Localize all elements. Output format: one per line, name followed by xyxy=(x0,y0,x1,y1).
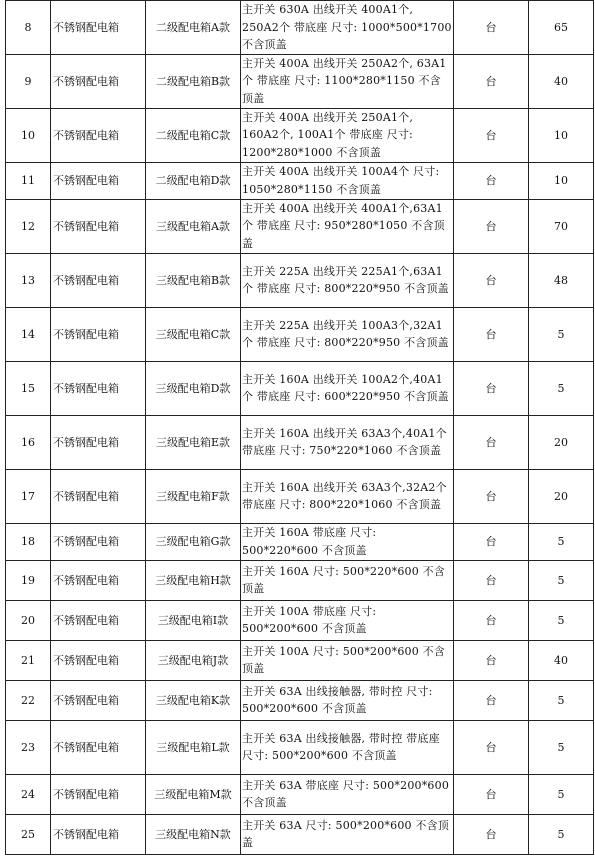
spec-table xyxy=(5,0,594,855)
unit: 台 xyxy=(454,560,529,600)
product-name: 不锈钢配电箱 xyxy=(51,560,146,600)
model-name: 三级配电箱M款 xyxy=(146,774,241,814)
table-row xyxy=(6,162,594,199)
product-name: 不锈钢配电箱 xyxy=(51,523,146,560)
model-name: 三级配电箱B款 xyxy=(146,253,241,307)
product-name: 不锈钢配电箱 xyxy=(51,600,146,640)
spec-text: 主开关 225A 出线开关 225A1个,63A1个 带底座 尺寸: 800*220*950 不含顶盖 xyxy=(241,253,454,307)
quantity: 10 xyxy=(529,108,594,162)
product-name: 不锈钢配电箱 xyxy=(51,720,146,774)
unit: 台 xyxy=(454,162,529,199)
table-row xyxy=(6,253,594,307)
unit: 台 xyxy=(454,54,529,108)
spec-text: 主开关 160A 出线开关 63A3个,32A2个 带底座 尺寸: 800*220*1060 不含顶盖 xyxy=(241,469,454,523)
unit: 台 xyxy=(454,774,529,814)
quantity: 5 xyxy=(529,523,594,560)
model-name: 三级配电箱H款 xyxy=(146,560,241,600)
quantity: 5 xyxy=(529,361,594,415)
spec-text: 主开关 63A 带底座 尺寸: 500*200*600 不含顶盖 xyxy=(241,774,454,814)
spec-text: 主开关 100A 带底座 尺寸: 500*200*600 不含顶盖 xyxy=(241,600,454,640)
spec-text: 主开关 225A 出线开关 100A3个,32A1个 带底座 尺寸: 800*220*950 不含顶盖 xyxy=(241,307,454,361)
row-number: 9 xyxy=(6,54,51,108)
model-name: 三级配电箱J款 xyxy=(146,640,241,680)
row-number: 21 xyxy=(6,640,51,680)
row-number: 11 xyxy=(6,162,51,199)
product-name: 不锈钢配电箱 xyxy=(51,680,146,720)
quantity: 20 xyxy=(529,469,594,523)
unit: 台 xyxy=(454,253,529,307)
unit: 台 xyxy=(454,680,529,720)
table-row xyxy=(6,774,594,814)
product-name: 不锈钢配电箱 xyxy=(51,199,146,253)
spec-text: 主开关 160A 尺寸: 500*220*600 不含顶盖 xyxy=(241,560,454,600)
product-name: 不锈钢配电箱 xyxy=(51,54,146,108)
product-name: 不锈钢配电箱 xyxy=(51,774,146,814)
model-name: 三级配电箱L款 xyxy=(146,720,241,774)
unit: 台 xyxy=(454,523,529,560)
table-row xyxy=(6,415,594,469)
spec-text: 主开关 160A 出线开关 100A2个,40A1个 带底座 尺寸: 600*220*950 不含顶盖 xyxy=(241,361,454,415)
quantity: 65 xyxy=(529,1,594,55)
table-row xyxy=(6,469,594,523)
unit: 台 xyxy=(454,307,529,361)
product-name: 不锈钢配电箱 xyxy=(51,469,146,523)
quantity: 10 xyxy=(529,162,594,199)
table-row xyxy=(6,600,594,640)
row-number: 17 xyxy=(6,469,51,523)
unit: 台 xyxy=(454,361,529,415)
unit: 台 xyxy=(454,108,529,162)
quantity: 5 xyxy=(529,307,594,361)
unit: 台 xyxy=(454,1,529,55)
quantity: 5 xyxy=(529,774,594,814)
row-number: 25 xyxy=(6,814,51,854)
quantity: 40 xyxy=(529,54,594,108)
spec-text: 主开关 400A 出线开关 250A2个, 63A1个 带底座 尺寸: 1100*280*1150 不含顶盖 xyxy=(241,54,454,108)
unit: 台 xyxy=(454,600,529,640)
table-row xyxy=(6,361,594,415)
model-name: 二级配电箱C款 xyxy=(146,108,241,162)
spec-text: 主开关 160A 带底座 尺寸: 500*220*600 不含顶盖 xyxy=(241,523,454,560)
row-number: 23 xyxy=(6,720,51,774)
quantity: 5 xyxy=(529,680,594,720)
spec-text: 主开关 400A 出线开关 400A1个,63A1个 带底座 尺寸: 950*280*1050 不含顶盖 xyxy=(241,199,454,253)
quantity: 40 xyxy=(529,640,594,680)
product-name: 不锈钢配电箱 xyxy=(51,307,146,361)
table-row xyxy=(6,199,594,253)
row-number: 14 xyxy=(6,307,51,361)
model-name: 三级配电箱E款 xyxy=(146,415,241,469)
model-name: 三级配电箱C款 xyxy=(146,307,241,361)
spec-text: 主开关 63A 出线接触器, 带时控 尺寸: 500*200*600 不含顶盖 xyxy=(241,680,454,720)
product-name: 不锈钢配电箱 xyxy=(51,361,146,415)
model-name: 三级配电箱N款 xyxy=(146,814,241,854)
model-name: 二级配电箱B款 xyxy=(146,54,241,108)
unit: 台 xyxy=(454,720,529,774)
quantity: 5 xyxy=(529,814,594,854)
quantity: 5 xyxy=(529,720,594,774)
row-number: 12 xyxy=(6,199,51,253)
table-row xyxy=(6,640,594,680)
row-number: 8 xyxy=(6,1,51,55)
table-row xyxy=(6,108,594,162)
table-row xyxy=(6,680,594,720)
model-name: 二级配电箱D款 xyxy=(146,162,241,199)
table-row xyxy=(6,307,594,361)
quantity: 70 xyxy=(529,199,594,253)
product-name: 不锈钢配电箱 xyxy=(51,108,146,162)
model-name: 三级配电箱G款 xyxy=(146,523,241,560)
row-number: 16 xyxy=(6,415,51,469)
spec-text: 主开关 400A 出线开关 100A4个 尺寸: 1050*280*1150 不含顶盖 xyxy=(241,162,454,199)
product-name: 不锈钢配电箱 xyxy=(51,253,146,307)
unit: 台 xyxy=(454,199,529,253)
row-number: 22 xyxy=(6,680,51,720)
spec-text: 主开关 100A 尺寸: 500*200*600 不含顶盖 xyxy=(241,640,454,680)
unit: 台 xyxy=(454,415,529,469)
product-name: 不锈钢配电箱 xyxy=(51,162,146,199)
row-number: 20 xyxy=(6,600,51,640)
quantity: 5 xyxy=(529,560,594,600)
unit: 台 xyxy=(454,640,529,680)
row-number: 13 xyxy=(6,253,51,307)
quantity: 48 xyxy=(529,253,594,307)
product-name: 不锈钢配电箱 xyxy=(51,415,146,469)
spec-text: 主开关 160A 出线开关 63A3个,40A1个 带底座 尺寸: 750*220*1060 不含顶盖 xyxy=(241,415,454,469)
product-name: 不锈钢配电箱 xyxy=(51,814,146,854)
unit: 台 xyxy=(454,814,529,854)
model-name: 二级配电箱A款 xyxy=(146,1,241,55)
model-name: 三级配电箱I款 xyxy=(146,600,241,640)
quantity: 5 xyxy=(529,600,594,640)
table-body xyxy=(6,1,594,855)
unit: 台 xyxy=(454,469,529,523)
quantity: 20 xyxy=(529,415,594,469)
spec-text: 主开关 630A 出线开关 400A1个, 250A2个 带底座 尺寸: 1000*500*1700 不含顶盖 xyxy=(241,1,454,55)
model-name: 三级配电箱A款 xyxy=(146,199,241,253)
model-name: 三级配电箱K款 xyxy=(146,680,241,720)
spec-text: 主开关 63A 出线接触器, 带时控 带底座 尺寸: 500*200*600 不含顶盖 xyxy=(241,720,454,774)
table-row xyxy=(6,720,594,774)
row-number: 19 xyxy=(6,560,51,600)
product-name: 不锈钢配电箱 xyxy=(51,640,146,680)
model-name: 三级配电箱F款 xyxy=(146,469,241,523)
row-number: 10 xyxy=(6,108,51,162)
spec-text: 主开关 400A 出线开关 250A1个, 160A2个, 100A1个 带底座 尺寸: 1200*280*1000 不含顶盖 xyxy=(241,108,454,162)
row-number: 15 xyxy=(6,361,51,415)
table-row xyxy=(6,523,594,560)
row-number: 24 xyxy=(6,774,51,814)
table-row xyxy=(6,1,594,55)
spec-text: 主开关 63A 尺寸: 500*200*600 不含顶盖 xyxy=(241,814,454,854)
table-row xyxy=(6,54,594,108)
table-row xyxy=(6,814,594,854)
product-name: 不锈钢配电箱 xyxy=(51,1,146,55)
model-name: 三级配电箱D款 xyxy=(146,361,241,415)
table-row xyxy=(6,560,594,600)
row-number: 18 xyxy=(6,523,51,560)
